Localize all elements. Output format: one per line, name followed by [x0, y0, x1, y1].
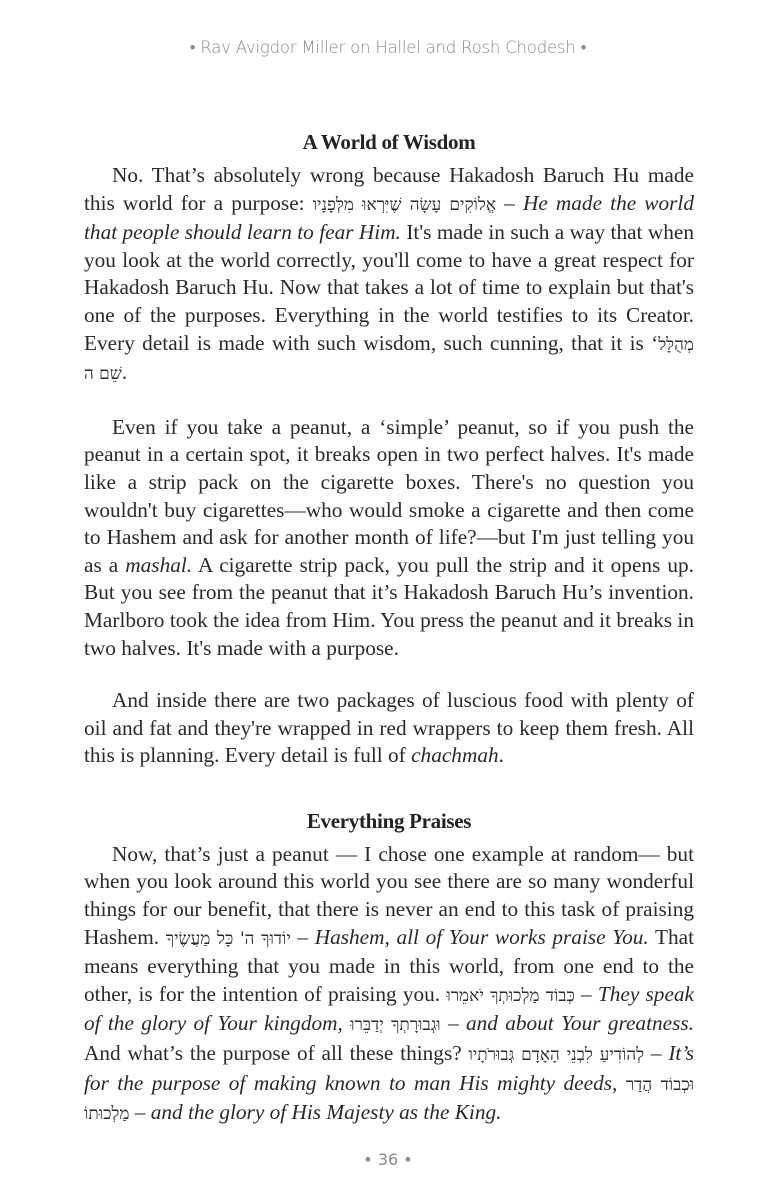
hebrew-quote: יוֹדוּךָ ה' כָּל מַעֲשֶׂיךָ [165, 928, 291, 949]
body-text: That means everything that you made in this world, from one end to the other, is for the intention of praising you. [84, 924, 695, 1006]
body-text: . [121, 360, 128, 385]
italic-translation: and the glory of His Majesty as the King. [150, 1100, 502, 1125]
hebrew-quote: כְּבוֹד מַלְכוּתְךָ יֹאמֵרוּ [446, 985, 575, 1006]
body-text: . [498, 743, 504, 768]
italic-translation: They speak of the glory of Your kingdom, [84, 981, 694, 1036]
italic-translation: It’s for the purpose of making known to man His mighty deeds, [84, 1041, 694, 1095]
italic-translation: mashal. [125, 552, 193, 577]
hebrew-quote: לְהוֹדִיעַ לִבְנֵי הָאָדָם גְּבוּרֹתָיו [468, 1045, 645, 1066]
body-text: – [129, 1100, 151, 1125]
italic-translation: Hashem, all of Your works praise You. [314, 924, 649, 949]
body-text: A cigarette strip pack, you pull the strip and it opens up. But you see from the peanut that it’s Hakadosh Baruch Hu’s invention. Marlboro took the idea from Him. You press the peanut and it breaks in two halves. It's made with a purpose. [84, 552, 694, 660]
hebrew-quote: מְהֻלָּל שֵׁם ה [84, 334, 694, 385]
section-heading-everything-praises: Everything Praises [306, 808, 472, 833]
page-number: • 36 • [363, 1150, 413, 1169]
paragraph [84, 162, 694, 389]
italic-translation: He made the world that people should learn to fear Him. [84, 190, 694, 245]
hebrew-quote: אֱלוֹקִים עָשָׂה שֶׁיִּרְאוּ מִלְּפָנָיו [312, 194, 497, 215]
body-text: And inside there are two packages of luscious food with plenty of oil and fat and they're wrapped in red wrappers to keep them fresh. All this is planning. Every detail is full of [84, 688, 694, 768]
body-text: – [440, 1011, 466, 1036]
hebrew-quote: וּכְבוֹד הֲדַר מַלְכוּתוֹ [84, 1074, 695, 1125]
italic-translation: chachmah [411, 743, 499, 768]
body-text: No. That’s absolutely wrong because Hakadosh Baruch Hu made this world for a purpose: [84, 163, 694, 215]
paragraph [84, 414, 694, 662]
body-text: Even if you take a peanut, a ‘simple’ peanut, so if you push the peanut in a certain spot, it breaks open in two perfect halves. It's made like a strip pack on the cigarette boxes. There's no question you wouldn't buy cigarettes—who would smoke a cigarette and then come to Hashem and ask for another month of life?—but I'm just telling you as a [84, 414, 694, 577]
section-heading-world-of-wisdom: A World of Wisdom [302, 130, 476, 154]
body-text: – [290, 924, 315, 949]
paragraph [84, 841, 694, 1129]
page-body [84, 128, 694, 1129]
body-text: Now, that’s just a peanut — I chose one example at random— but when you look around this world you see there are so many wonderful things for our benefit, that there is never an end to this task of praising Hashem. [84, 841, 694, 949]
body-text: – [496, 190, 523, 215]
body-text: – [574, 981, 598, 1006]
body-text: – [644, 1041, 669, 1066]
body-text [617, 1071, 625, 1095]
running-header: • Rav Avigdor Miller on Hallel and Rosh Chodesh • [189, 38, 587, 57]
italic-translation: and about Your greatness. [465, 1011, 694, 1036]
body-text: And what’s the purpose of all these things? [84, 1041, 469, 1066]
paragraph [84, 687, 694, 770]
body-text: It's made in such a way that when you look at the world correctly, you'll come to have a great respect for Hakadosh Baruch Hu. Now that takes a lot of time to explain but that's one of the purposes. Everything in the world testifies to its Creator. Every detail is made with such wisdom, such cunning, that it is ‘ [84, 220, 694, 355]
hebrew-quote: וּגְבוּרָתְךָ יְדַבֵּרוּ [350, 1015, 441, 1036]
